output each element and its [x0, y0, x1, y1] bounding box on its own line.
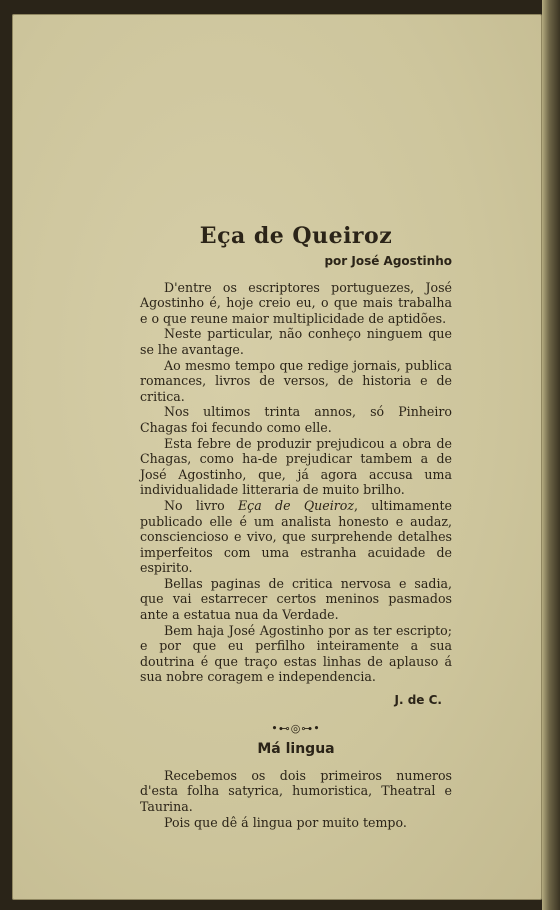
paragraph: Nos ultimos trinta annos, só Pinheiro Chagas foi fecundo como elle.: [140, 404, 452, 435]
section-title: Má lingua: [257, 741, 335, 758]
paragraph: Esta febre de produzir prejudicou a obra de Chagas, como ha-de prejudicar tambem a de José Agostinho, que, já agora accusa uma individualidade litteraria de muito brilho.: [140, 435, 452, 498]
paragraph: Ao mesmo tempo que redige jornais, publica romances, livros de versos, de historia e de critica.: [140, 357, 452, 404]
book-para-before: No livro: [164, 497, 238, 513]
signature: J. de C.: [394, 693, 442, 708]
paragraph: Pois que dê á lingua por muito tempo.: [164, 814, 407, 830]
paragraph-book: [140, 498, 452, 576]
book-spine: [542, 0, 560, 910]
article-byline: por José Agostinho: [324, 254, 452, 268]
book-title: Eça de Queiroz: [237, 497, 354, 513]
paragraph: Bem haja José Agostinho por as ter escripto; e por que eu perfilho inteiramente a sua doutrina é que traço estas linhas de aplauso á sua nobre coragem e independencia.: [140, 622, 452, 685]
paragraph: Bellas paginas de critica nervosa e sadia, que vai estarrecer certos meninos pasmados ante a estatua nua da Verdade.: [140, 575, 452, 623]
book-para-after: , ultimamente publicado elle é um analista honesto e audaz, consciencioso e vivo, que surprehende detalhes imperfeitos com uma estranha acuidade de espirito.: [140, 497, 452, 576]
article-body: [140, 222, 452, 830]
section-divider-ornament: •⊷◎⊶•: [271, 721, 321, 735]
paragraph: Neste particular, não conheço ninguem que se lhe avantage.: [140, 326, 452, 357]
article-title: Eça de Queiroz: [199, 223, 393, 249]
paragraph: Recebemos os dois primeiros numeros d'esta folha satyrica, humoristica, Theatral e Taurina.: [140, 767, 452, 814]
paragraph: D'entre os escriptores portuguezes, José Agostinho é, hoje creio eu, o que mais trabalha e o que reune maior multiplicidade de aptidões.: [140, 279, 452, 326]
